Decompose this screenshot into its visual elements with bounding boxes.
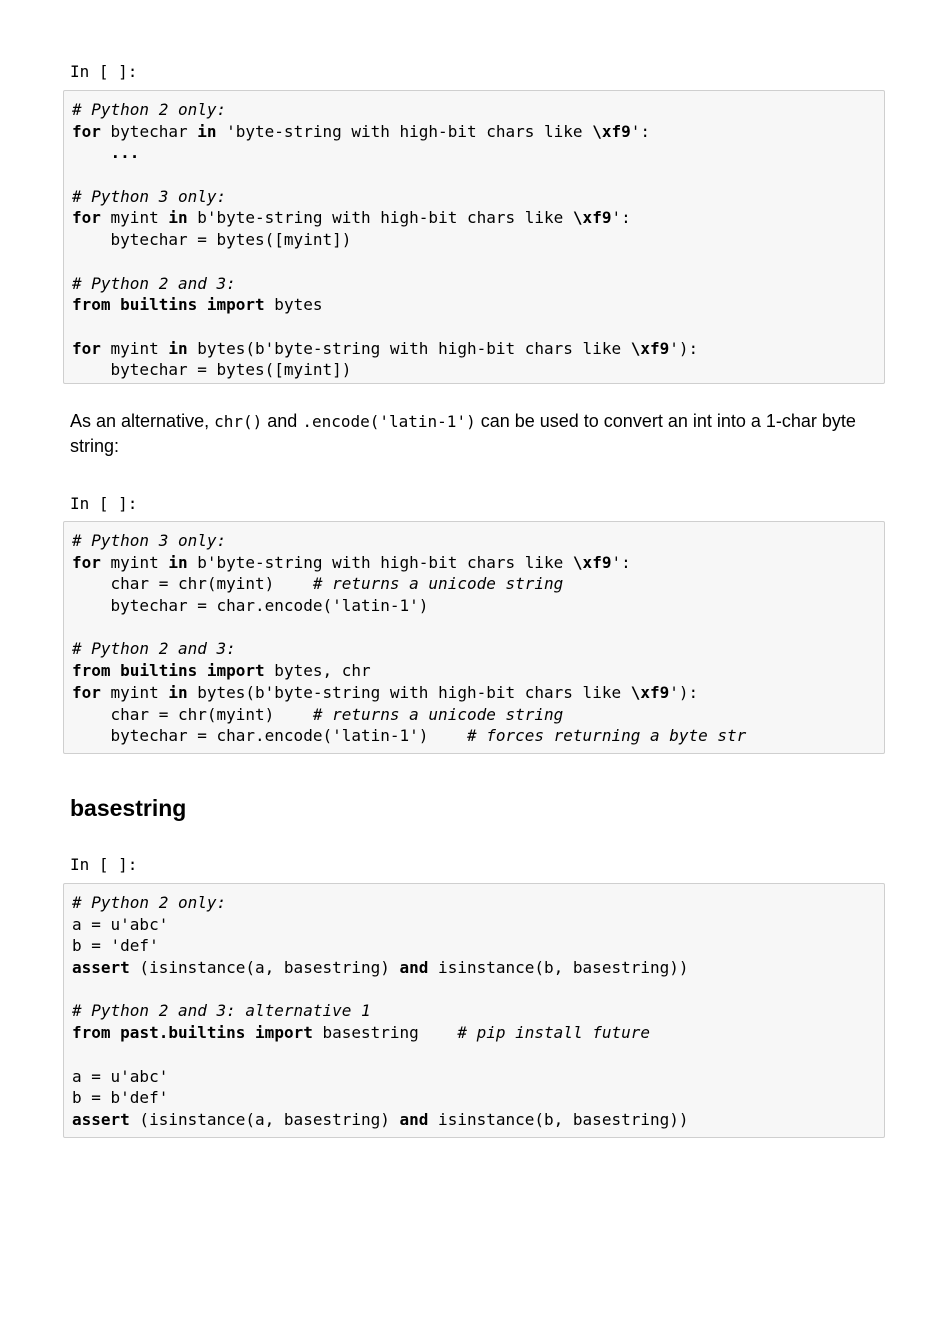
code-line: # Python 3 only: bbox=[72, 531, 227, 550]
code-line-blank bbox=[72, 617, 884, 639]
code-line: for myint in bytes(b'byte-string with high-bit chars like \xf9'): bbox=[72, 682, 699, 702]
code-line: a = u'abc' bbox=[72, 1066, 169, 1086]
code-input[interactable] bbox=[64, 522, 884, 747]
code-cell[interactable] bbox=[63, 521, 885, 754]
code-cell[interactable] bbox=[63, 90, 885, 384]
code-line: b = b'def' bbox=[72, 1088, 169, 1108]
code-line: # Python 2 only: bbox=[72, 893, 227, 912]
code-line-blank bbox=[72, 316, 884, 338]
code-line: char = chr(myint) # returns a unicode string bbox=[72, 574, 564, 594]
code-line-blank bbox=[72, 251, 884, 273]
code-input[interactable] bbox=[64, 91, 884, 381]
code-line: assert (isinstance(a, basestring) and isinstance(b, basestring)) bbox=[72, 1109, 689, 1129]
code-line: for myint in b'byte-string with high-bit chars like \xf9': bbox=[72, 552, 631, 572]
code-line-blank bbox=[72, 1044, 884, 1066]
code-input[interactable] bbox=[64, 884, 884, 1131]
code-line: # Python 2 and 3: bbox=[72, 273, 236, 293]
code-line: # Python 2 and 3: alternative 1 bbox=[72, 1001, 371, 1021]
code-line: bytechar = bytes([myint]) bbox=[72, 360, 352, 380]
code-line: assert (isinstance(a, basestring) and isinstance(b, basestring)) bbox=[72, 958, 689, 978]
inline-code: chr() bbox=[214, 412, 263, 431]
code-line: from builtins import bytes, chr bbox=[72, 661, 371, 681]
code-line: # Python 2 and 3: bbox=[72, 639, 236, 659]
code-line: b = 'def' bbox=[72, 936, 159, 956]
code-line-blank bbox=[72, 979, 884, 1001]
code-line: from past.builtins import basestring # pip install future bbox=[72, 1023, 650, 1043]
code-line: bytechar = char.encode('latin-1') bbox=[72, 596, 429, 616]
code-line: # Python 3 only: bbox=[72, 186, 227, 206]
code-cell[interactable] bbox=[63, 883, 885, 1138]
code-line: # Python 2 only: bbox=[72, 100, 227, 119]
code-line: for myint in b'byte-string with high-bit chars like \xf9': bbox=[72, 208, 631, 228]
markdown-paragraph: As an alternative, chr() and .encode('latin-1') can be used to convert an int into a 1-char byte string: bbox=[70, 411, 856, 456]
code-line: for myint in bytes(b'byte-string with high-bit chars like \xf9'): bbox=[72, 338, 699, 358]
cell-prompt: In [ ]: bbox=[70, 494, 138, 513]
cell-prompt: In [ ]: bbox=[70, 855, 138, 874]
section-heading: basestring bbox=[70, 795, 187, 821]
code-line: for bytechar in 'byte-string with high-bit chars like \xf9': bbox=[72, 121, 650, 141]
code-line-blank bbox=[72, 164, 884, 186]
code-line: ... bbox=[72, 143, 140, 163]
code-line: char = chr(myint) # returns a unicode string bbox=[72, 704, 564, 724]
code-line: bytechar = bytes([myint]) bbox=[72, 230, 352, 250]
code-line: a = u'abc' bbox=[72, 914, 169, 934]
code-line: bytechar = char.encode('latin-1') # forces returning a byte str bbox=[72, 726, 747, 746]
cell-prompt: In [ ]: bbox=[70, 62, 138, 81]
code-line: from builtins import bytes bbox=[72, 295, 323, 315]
inline-code: .encode('latin-1') bbox=[302, 412, 476, 431]
